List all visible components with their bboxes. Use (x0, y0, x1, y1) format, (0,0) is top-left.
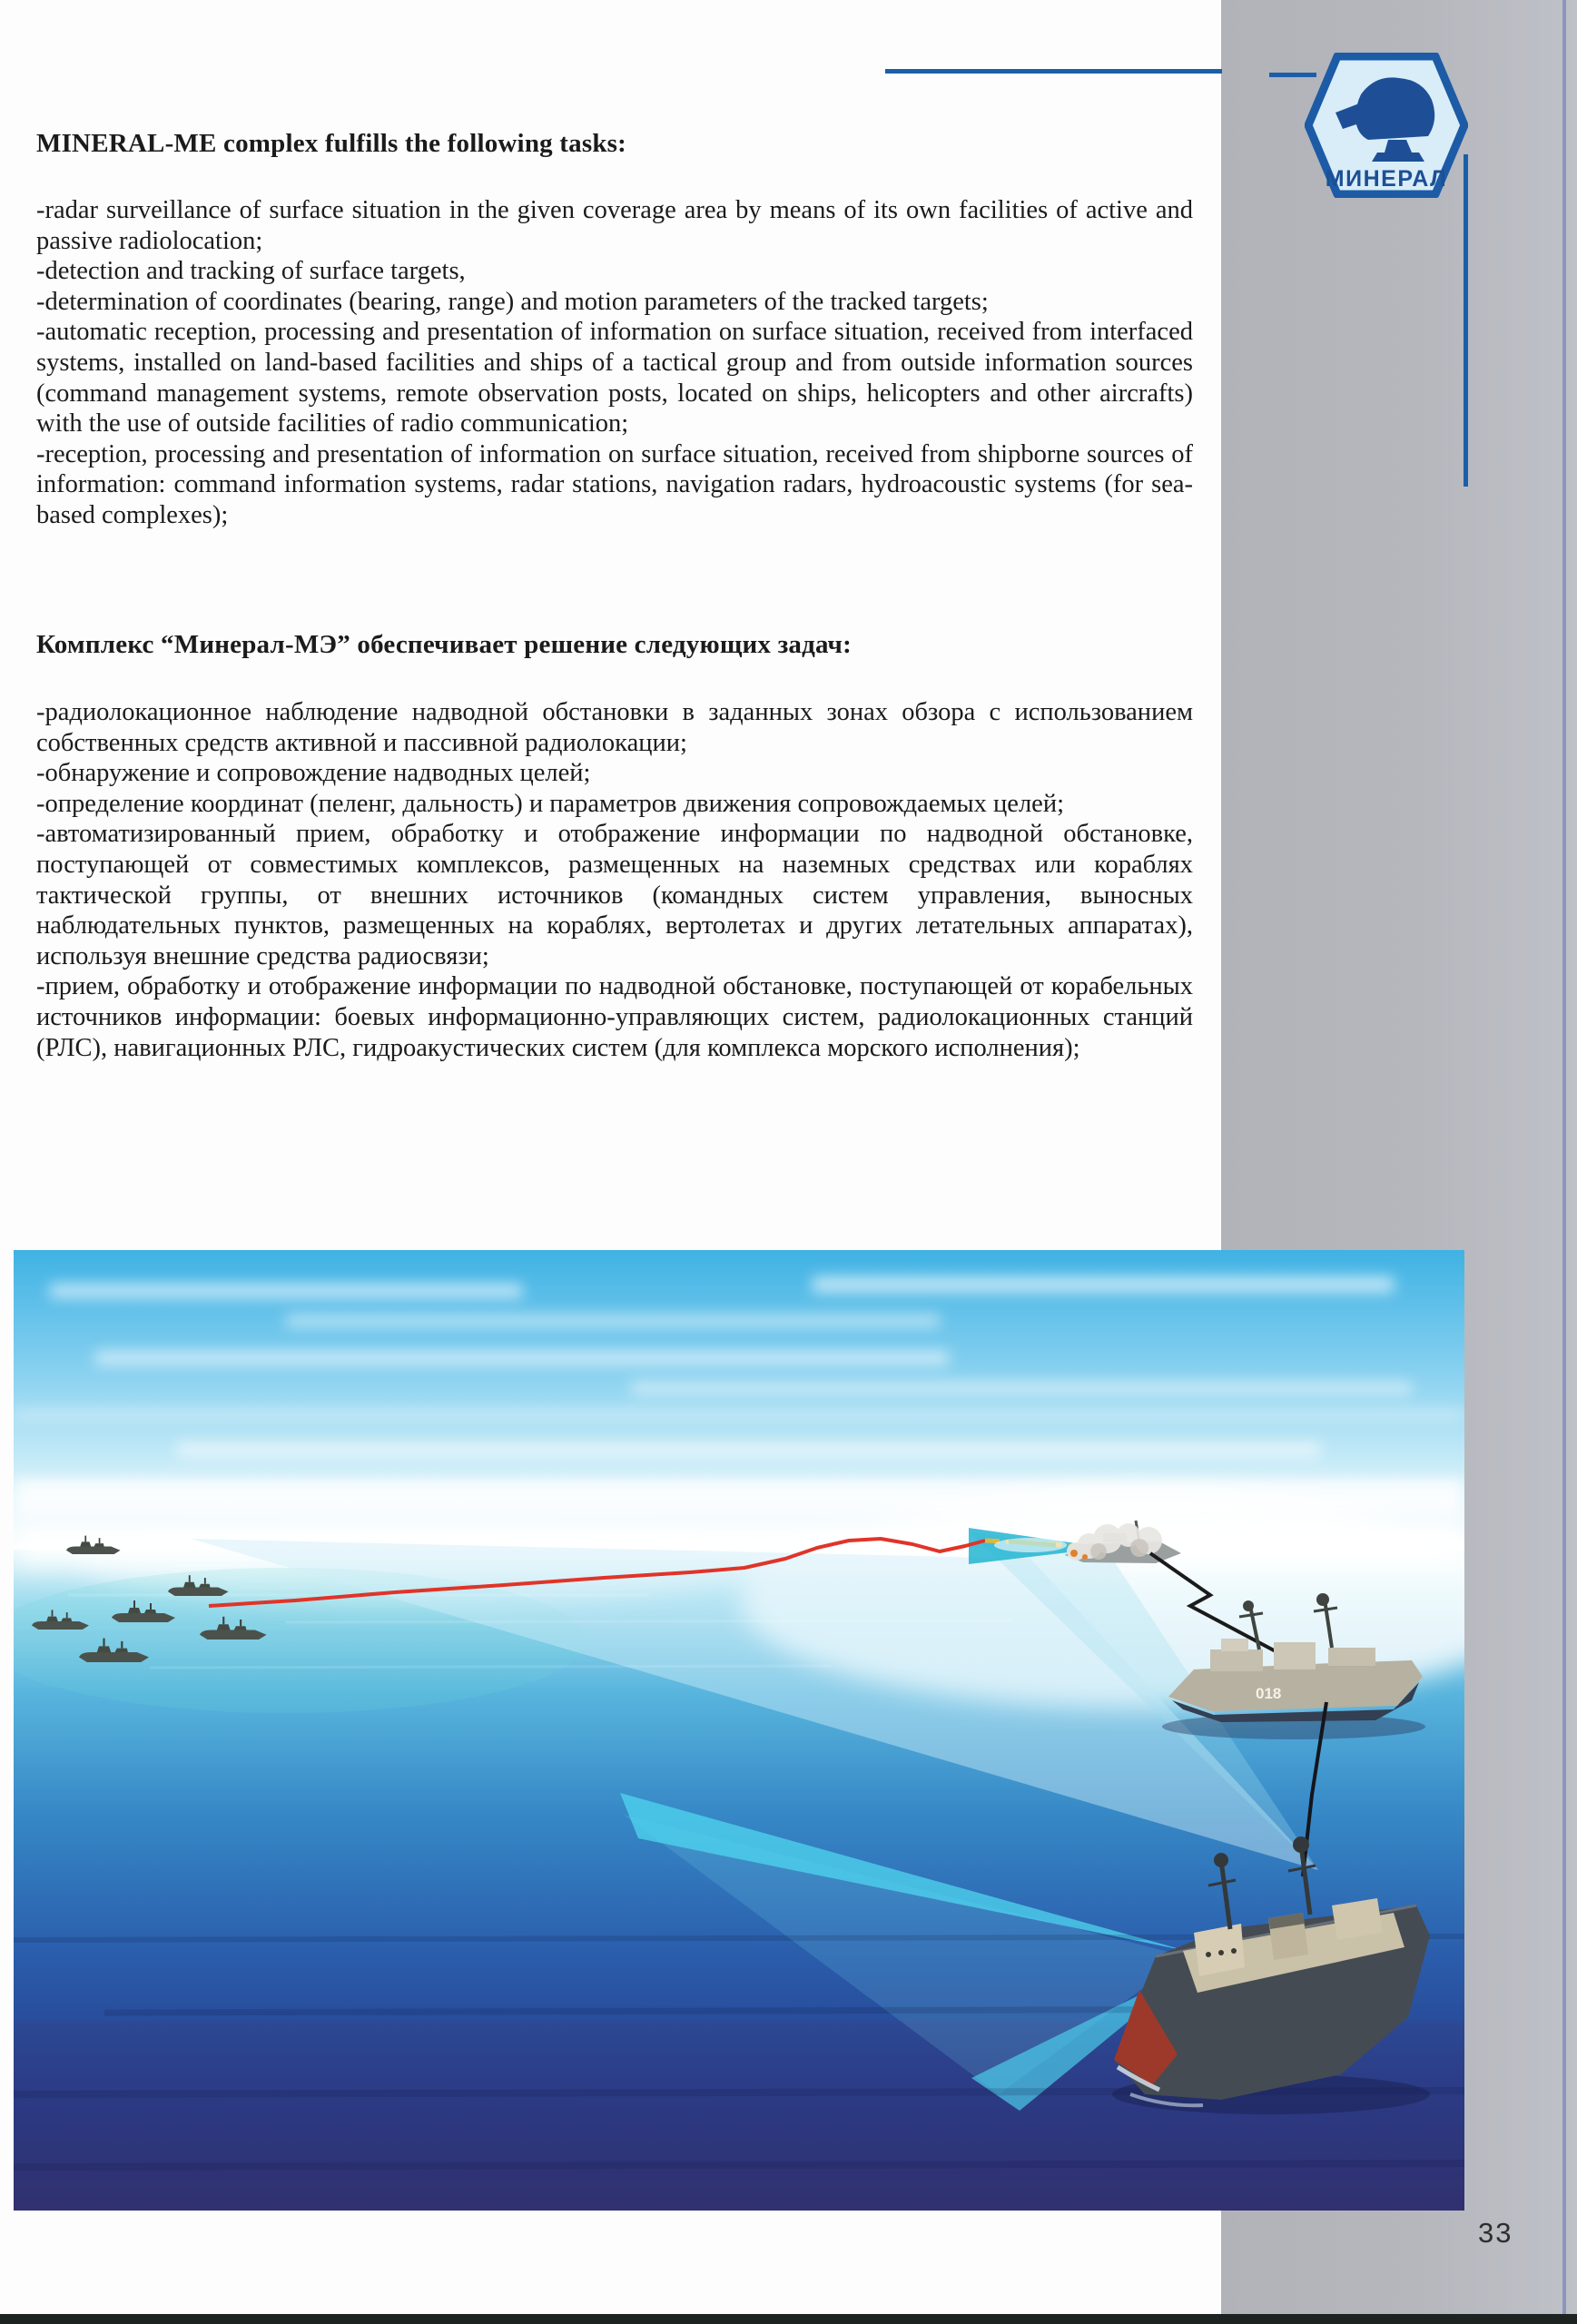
russian-bullet: -определение координат (пеленг, дальность) и параметров движения сопровождаемых целей; (36, 789, 1064, 818)
russian-bullet: -прием, обработку и отображение информации по надводной обстановке, поступающей от корабельных источников информации: боевых информационно-управляющих систем, радиолокационных станций (РЛС), навигационных РЛС, гидроакустических систем (для комплекса морского исполнения); (36, 972, 1193, 1062)
english-bullet: -determination of coordinates (bearing, range) and motion parameters of the tracked targets; (36, 287, 989, 316)
english-task-list (36, 195, 1193, 531)
page-number: 33 (1478, 2217, 1513, 2249)
hull-number: 018 (1256, 1685, 1282, 1702)
english-bullet: -automatic reception, processing and presentation of information on surface situation, received from interfaced systems, installed on land-based facilities and ships of a tactical group and from outside information sources (command management systems, remote observation posts, located on ships, helicopters and other aircrafts) with the use of outside facilities of radio communication; (36, 318, 1193, 438)
english-bullet: -reception, processing and presentation of information on surface situation, received from shipborne sources of information: command information systems, radar stations, navigation radars, hydroacoustic systems (for sea-based complexes); (36, 439, 1193, 529)
english-bullet: -detection and tracking of surface targets, (36, 257, 466, 286)
russian-bullet: -обнаружение и сопровождение надводных целей; (36, 759, 591, 788)
decor-horizontal-rule (885, 69, 1222, 74)
logo-text: МИНЕРАЛ (1325, 166, 1448, 192)
russian-heading: Комплекс “Минерал-МЭ” обеспечивает решение следующих задач: (36, 630, 852, 659)
english-heading: MINERAL-ME complex fulfills the following tasks: (36, 129, 627, 158)
russian-bullet: -автоматизированный прием, обработку и отображение информации по надводной обстановке, поступающей от совместимых комплексов, размещенных на наземных средствах или кораблях тактической группы, от внешних источников (командных систем управления, выносных наблюдательных пунктов, размещенных на кораблях, вертолетах и других летательных аппаратах), используя внешние средства радиосвязи; (36, 820, 1193, 970)
sea-illustration (14, 1250, 1464, 2211)
russian-bullet: -радиолокационное наблюдение надводной обстановки в заданных зонах обзора с использованием собственных средств активной и пассивной радиолокации; (36, 698, 1193, 757)
decor-vertical-rule (1464, 154, 1468, 487)
mineral-logo (1305, 53, 1468, 198)
russian-task-list (36, 697, 1193, 1063)
bottom-edge-bar (0, 2314, 1577, 2324)
page-edge-line (1562, 0, 1566, 2324)
english-bullet: -radar surveillance of surface situation in the given coverage area by means of its own facilities of active and passive radiolocation; (36, 196, 1193, 255)
